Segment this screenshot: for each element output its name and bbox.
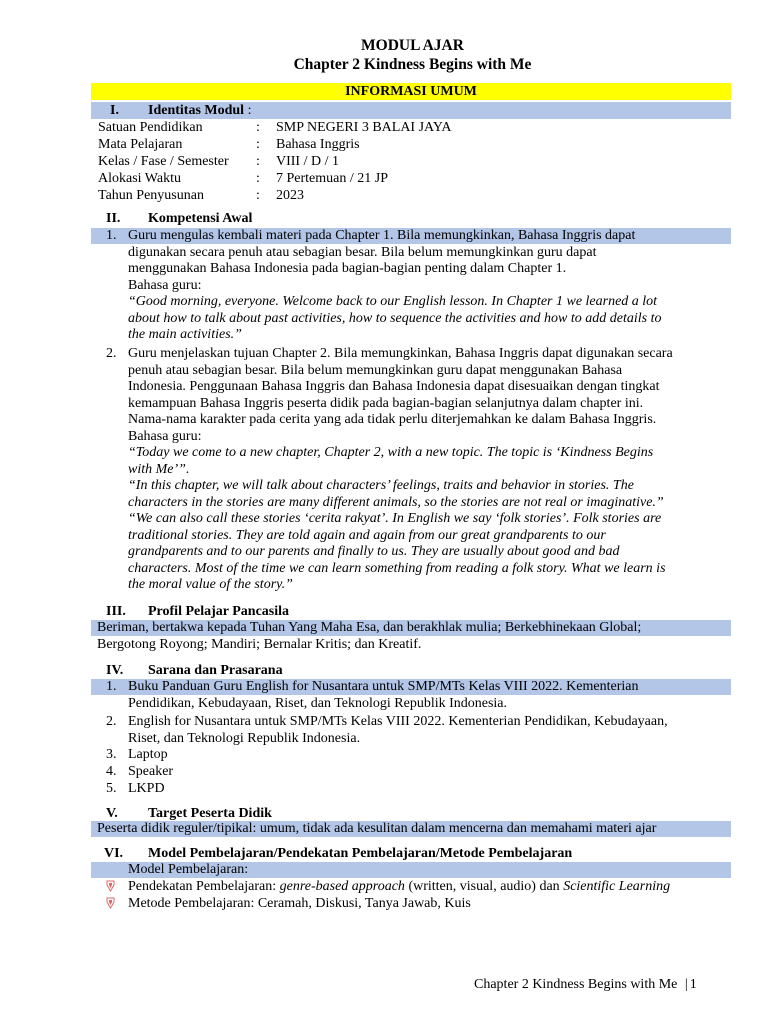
- identitas-label: Tahun Penyusunan: [98, 188, 204, 203]
- kompetensi-item-2: [128, 346, 727, 594]
- kompetensi-item-1-number: 1.: [106, 228, 117, 243]
- identitas-value: VIII / D / 1: [276, 154, 339, 169]
- section-1-number: I.: [110, 103, 119, 118]
- identitas-colon: :: [256, 120, 260, 135]
- quote-line: with Me’”.: [128, 461, 190, 477]
- sarana-item-2-number: 2.: [106, 714, 117, 729]
- sarana-item-1-number: 1.: [106, 679, 117, 694]
- text-line: Nama-nama karakter pada cerita yang ada tidak perlu diterjemahkan ke dalam Bahasa Inggris.: [128, 412, 657, 427]
- quote-line: grandparents and to our parents and finally to us. They are usually about good and bad: [128, 544, 620, 559]
- identitas-label: Alokasi Waktu: [98, 171, 181, 186]
- page-footer: [474, 977, 697, 993]
- text-line: penuh atau sebagian besar. Bila belum memungkinkan guru dapat menggunakan Bahasa: [128, 362, 623, 378]
- text-line: Guru menjelaskan tujuan Chapter 2. Bila memungkinkan, Bahasa Inggris dapat digunakan secara: [128, 346, 673, 361]
- identitas-table: [98, 120, 728, 205]
- quote-line: “Good morning, everyone. Welcome back to our English lesson. In Chapter 1 we learned a lot: [128, 294, 658, 309]
- footer-text: Chapter 2 Kindness Begins with Me: [474, 977, 678, 992]
- kompetensi-item-2-number: 2.: [106, 346, 117, 361]
- sarana-item-2: [128, 714, 727, 747]
- text-line: Riset, dan Teknologi Republik Indonesia.: [128, 730, 361, 746]
- section-6-number: VI.: [104, 846, 124, 861]
- identitas-colon: :: [256, 171, 260, 186]
- text-line: Buku Panduan Guru English for Nusantara untuk SMP/MTs Kelas VIII 2022. Kementerian: [128, 679, 639, 694]
- sarana-item-4-number: 4.: [106, 764, 117, 779]
- section-3-number: III.: [106, 604, 126, 619]
- sarana-item-3-number: 3.: [106, 747, 117, 762]
- section-2-title: Kompetensi Awal: [148, 211, 253, 226]
- text-line: Pendidikan, Kebudayaan, Riset, dan Teknologi Republik Indonesia.: [128, 695, 508, 711]
- bahasa-guru-label: Bahasa guru:: [128, 428, 202, 444]
- identitas-colon: :: [256, 188, 260, 203]
- sarana-item-4: Speaker: [128, 764, 174, 779]
- text-line: Bergotong Royong; Mandiri; Bernalar Kritis; dan Kreatif.: [97, 636, 422, 652]
- identitas-row: [98, 188, 728, 205]
- identitas-value: Bahasa Inggris: [276, 137, 360, 152]
- quote-line: characters. Most of the time we can learn something from reading a folk story. What we learn is: [128, 560, 666, 576]
- metode-pembelajaran: Metode Pembelajaran: Ceramah, Diskusi, Tanya Jawab, Kuis: [128, 896, 471, 911]
- sarana-item-5: LKPD: [128, 781, 165, 796]
- identitas-colon: :: [256, 154, 260, 169]
- pendekatan-italic-1: genre-based approach: [279, 879, 405, 894]
- section-6-heading: [104, 845, 728, 862]
- section-4-number: IV.: [106, 663, 124, 678]
- section-4-heading: [106, 662, 726, 679]
- identitas-row: [98, 120, 728, 137]
- footer-separator: |: [684, 977, 688, 992]
- quote-line: about how to talk about past activities, how to sequence the activities and how to add details to: [128, 310, 662, 326]
- quote-line: the moral value of the story.”: [128, 577, 293, 592]
- model-pembelajaran: Model Pembelajaran:: [128, 862, 249, 877]
- identitas-colon: :: [256, 137, 260, 152]
- identitas-row: [98, 171, 728, 188]
- text-line: digunakan secara penuh atau sebagian besar. Bila belum memungkinkan guru dapat: [128, 244, 597, 260]
- section-2-number: II.: [106, 211, 121, 226]
- identitas-row: [98, 154, 728, 171]
- text-line: Beriman, bertakwa kepada Tuhan Yang Maha Esa, dan berakhlak mulia; Berkebhinekaan Global;: [97, 620, 642, 635]
- informasi-umum-banner: INFORMASI UMUM: [91, 83, 731, 100]
- identitas-label: Mata Pelajaran: [98, 137, 183, 152]
- sarana-item-1: [128, 679, 727, 712]
- section-1-title: Identitas Modul :: [148, 103, 252, 118]
- identitas-value: SMP NEGERI 3 BALAI JAYA: [276, 120, 452, 135]
- text-line: Guru mengulas kembali materi pada Chapter 1. Bila memungkinkan, Bahasa Inggris dapat: [128, 228, 636, 243]
- section-1-heading: [110, 102, 730, 119]
- section-4-title: Sarana dan Prasarana: [148, 663, 283, 678]
- identitas-label: Kelas / Fase / Semester: [98, 154, 229, 169]
- section-5-heading: [106, 805, 726, 822]
- pendekatan-middle: (written, visual, audio) dan: [404, 879, 564, 894]
- quote-line: “We can also call these stories ‘cerita rakyat’. In English we say ‘folk stories’. Folk stories are: [128, 511, 662, 526]
- text-line: kemampuan Bahasa Inggris peserta didik pada bagian-bagian selanjutnya dalam chapter ini.: [128, 395, 644, 411]
- quote-line: traditional stories. They are told again and again from our great grandparents to our: [128, 527, 606, 543]
- document-title: MODUL AJAR: [361, 37, 464, 54]
- section-5-title: Target Peserta Didik: [148, 806, 272, 821]
- quote-line: characters in the stories are many different animals, so the stories are not real or imaginative.”: [128, 494, 664, 510]
- kompetensi-item-1: [128, 228, 727, 344]
- section-3-title: Profil Pelajar Pancasila: [148, 604, 290, 619]
- quote-line: “Today we come to a new chapter, Chapter 2, with a new topic. The topic is ‘Kindness Begins: [128, 445, 654, 460]
- sarana-item-3: Laptop: [128, 747, 168, 762]
- section-6-title: Model Pembelajaran/Pendekatan Pembelajaran/Metode Pembelajaran: [148, 846, 573, 861]
- text-line: Indonesia. Penggunaan Bahasa Inggris dan Bahasa Indonesia dapat disesuaikan dengan tingkat: [128, 379, 660, 394]
- profil-text: [97, 620, 727, 653]
- text-line: menggunakan Bahasa Indonesia pada bagian-bagian penting dalam Chapter 1.: [128, 261, 567, 276]
- quote-line: “In this chapter, we will talk about characters’ feelings, traits and behavior in stories. The: [128, 478, 634, 493]
- pendekatan-italic-2: Scientific Learning: [563, 879, 671, 894]
- document-subtitle: Chapter 2 Kindness Begins with Me: [293, 56, 532, 73]
- section-3-heading: [106, 603, 726, 620]
- section-5-number: V.: [106, 806, 118, 821]
- text-line: English for Nusantara untuk SMP/MTs Kelas VIII 2022. Kementerian Pendidikan, Kebudayaan,: [128, 714, 668, 729]
- pendekatan-prefix: Pendekatan Pembelajaran:: [128, 879, 280, 894]
- identitas-label: Satuan Pendidikan: [98, 120, 203, 135]
- section-2-heading: [106, 210, 726, 227]
- bullet-icon: [106, 897, 115, 909]
- identitas-value: 7 Pertemuan / 21 JP: [276, 171, 388, 186]
- quote-line: the main activities.”: [128, 327, 242, 342]
- pendekatan-pembelajaran: [128, 879, 670, 896]
- identitas-value: 2023: [276, 188, 304, 203]
- identitas-row: [98, 137, 728, 154]
- target-text: Peserta didik reguler/tipikal: umum, tidak ada kesulitan dalam mencerna dan memahami materi ajar: [97, 821, 657, 836]
- sarana-item-5-number: 5.: [106, 781, 117, 796]
- bahasa-guru-label: Bahasa guru:: [128, 277, 202, 293]
- bullet-icon: [106, 880, 115, 892]
- page-number: 1: [689, 977, 697, 992]
